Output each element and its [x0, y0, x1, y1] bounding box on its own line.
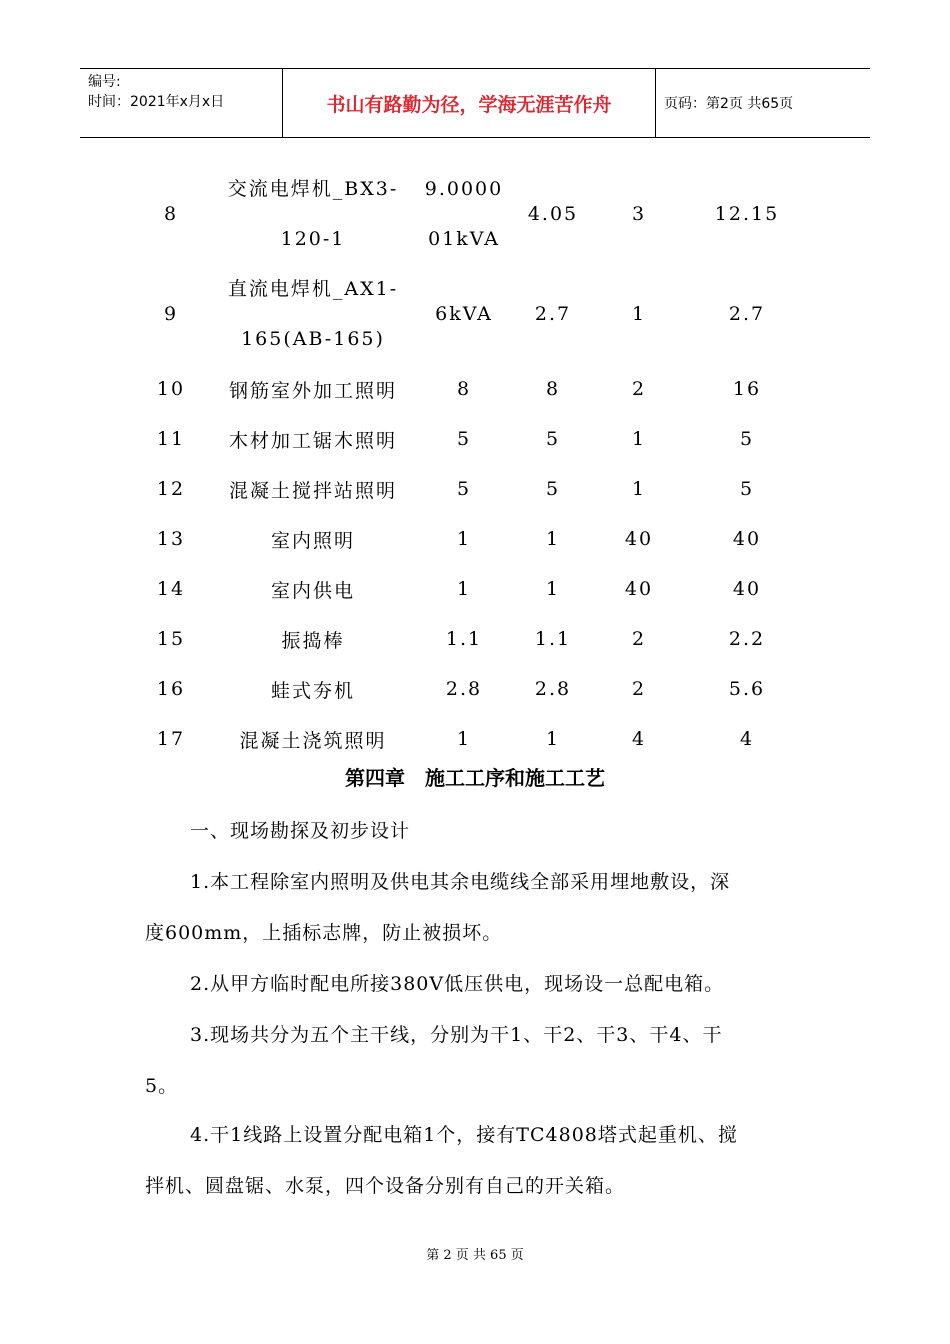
rated-power: 1: [456, 528, 472, 550]
calc-power: 1: [545, 528, 561, 550]
rated-power: 6kVA: [435, 303, 493, 325]
row-number: 11: [156, 428, 186, 450]
calc-power: 2.7: [534, 303, 572, 325]
total-power: 2.2: [728, 628, 766, 650]
equipment-name: 室内供电: [270, 579, 355, 602]
paragraph-2: 2.从甲方临时配电所接380V低压供电，现场设一总配电箱。: [190, 973, 725, 995]
equipment-name: 混凝土浇筑照明: [239, 729, 387, 752]
document-header: [80, 68, 870, 138]
equipment-name: 交流电焊机_BX3- 120-1: [227, 178, 399, 250]
equipment-name: 钢筋室外加工照明: [228, 379, 397, 402]
total-power: 5.6: [728, 678, 766, 700]
paragraph-1: 1.本工程除室内照明及供电其余电缆线全部采用埋地敷设，深 度600mm，上插标志牌，防止被损坏。: [145, 871, 731, 944]
rated-power: 9.0000 01kVA: [424, 178, 504, 250]
quantity: 2: [631, 678, 647, 700]
total-power: 12.15: [714, 203, 780, 225]
total-power: 16: [732, 378, 762, 400]
row-number: 8: [163, 203, 179, 225]
calc-power: 1: [545, 578, 561, 600]
calc-power: 5: [545, 478, 561, 500]
rated-power: 5: [456, 428, 472, 450]
quantity: 40: [624, 528, 654, 550]
calc-power: 1: [545, 728, 561, 750]
table-row: [128, 514, 806, 564]
rated-power: 1.1: [445, 628, 483, 650]
header-motto: 书山有路勤为径，学海无涯苦作舟: [282, 69, 656, 137]
header-page-label: 页码：第2页 共65页: [664, 96, 794, 112]
row-number: 9: [163, 303, 179, 325]
rated-power: 1: [456, 728, 472, 750]
header-meta: [80, 69, 282, 137]
row-number: 15: [156, 628, 186, 650]
total-power: 4: [739, 728, 755, 750]
total-power: 2.7: [728, 303, 766, 325]
row-number: 12: [156, 478, 186, 500]
total-power: 5: [739, 428, 755, 450]
row-number: 14: [156, 578, 186, 600]
equipment-name: 木材加工锯木照明: [228, 429, 397, 452]
quantity: 40: [624, 578, 654, 600]
quantity: 1: [631, 478, 647, 500]
table-row: [128, 564, 806, 614]
total-power: 40: [732, 528, 762, 550]
rated-power: 5: [456, 478, 472, 500]
equipment-name: 混凝土搅拌站照明: [228, 479, 397, 502]
number-label: 编号:: [88, 74, 121, 90]
paragraph-3: 3.现场共分为五个主干线，分别为干1、干2、干3、干4、干 5。: [145, 1024, 723, 1097]
table-row: [128, 414, 806, 464]
row-number: 16: [156, 678, 186, 700]
table-row: [128, 264, 806, 364]
calc-power: 1.1: [534, 628, 572, 650]
calc-power: 5: [545, 428, 561, 450]
chapter-title: 第四章 施工工序和施工工艺: [345, 766, 605, 790]
rated-power: 1: [456, 578, 472, 600]
table-row: [128, 664, 806, 714]
equipment-name: 直流电焊机_AX1- 165(AB-165): [227, 278, 399, 350]
row-number: 13: [156, 528, 186, 550]
rated-power: 2.8: [445, 678, 483, 700]
equipment-name: 蛙式夯机: [270, 679, 355, 702]
quantity: 3: [631, 203, 647, 225]
equipment-name: 振捣棒: [281, 629, 345, 652]
total-power: 40: [732, 578, 762, 600]
paragraph-4: 4.干1线路上设置分配电箱1个，接有TC4808塔式起重机、搅 拌机、圆盘锯、水泵，四个设备分别有自己的开关箱。: [145, 1124, 738, 1197]
equipment-table: [128, 164, 806, 764]
row-number: 17: [156, 728, 186, 750]
equipment-name: 室内照明: [270, 529, 355, 552]
quantity: 2: [631, 378, 647, 400]
section-heading: 一、现场勘探及初步设计: [190, 820, 411, 842]
calc-power: 2.8: [534, 678, 572, 700]
table-row: [128, 164, 806, 264]
time-label: 时间：2021年x月x日: [88, 94, 225, 110]
calc-power: 4.05: [527, 203, 579, 225]
table-row: [128, 714, 806, 764]
row-number: 10: [156, 378, 186, 400]
table-row: [128, 464, 806, 514]
quantity: 4: [631, 728, 647, 750]
calc-power: 8: [545, 378, 561, 400]
total-power: 5: [739, 478, 755, 500]
page-footer: 第 2 页 共 65 页: [426, 1248, 524, 1263]
quantity: 2: [631, 628, 647, 650]
table-row: [128, 364, 806, 414]
rated-power: 8: [456, 378, 472, 400]
quantity: 1: [631, 303, 647, 325]
quantity: 1: [631, 428, 647, 450]
table-row: [128, 614, 806, 664]
